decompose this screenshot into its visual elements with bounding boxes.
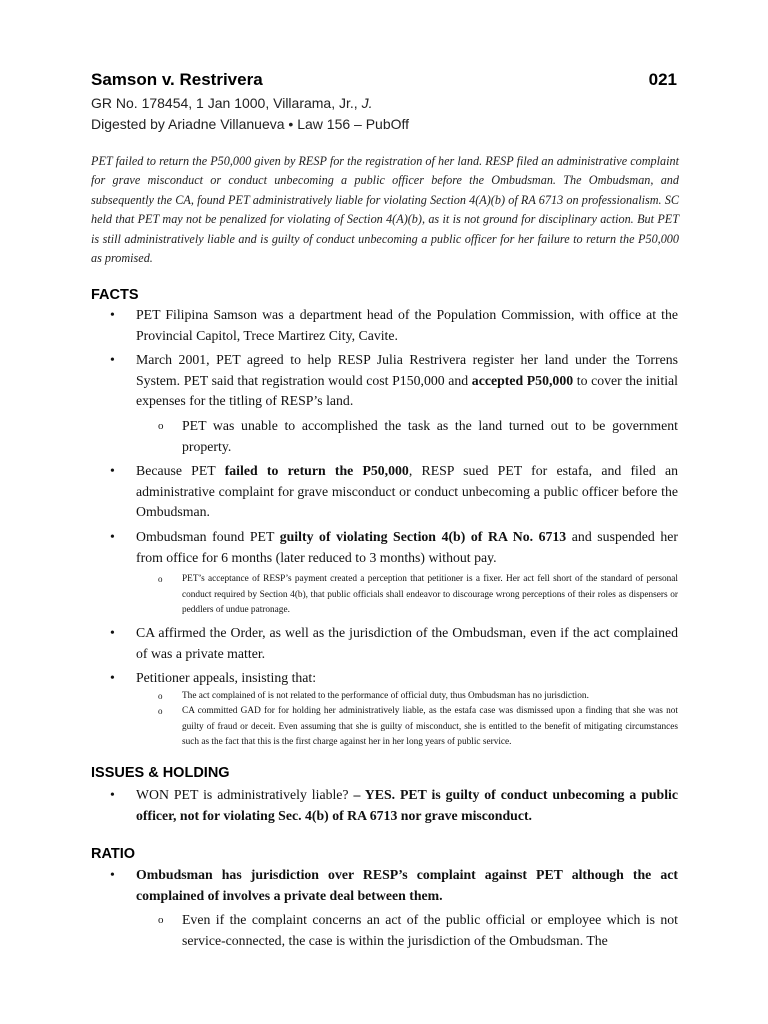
- ratio-heading: RATIO: [91, 846, 136, 862]
- facts-heading: FACTS: [91, 287, 139, 303]
- bullet-marker: •: [110, 352, 115, 368]
- list-item: • Because PET failed to return the P50,000, RESP sued PET for estafa, and filed an administrative complaint for grave misconduct or conduct unbecoming a public officer before the Ombudsman.: [110, 463, 678, 520]
- digest-line: Digested by Ariadne Villanueva • Law 156 – PubOff: [91, 116, 410, 132]
- list-item: • WON PET is administratively liable? – YES. PET is guilty of conduct unbecoming a public officer, not for violating Sec. 4(b) of RA 6713 nor grave misconduct.: [110, 787, 679, 823]
- facts-list: [110, 305, 678, 751]
- list-item: • PET Filipina Samson was a department head of the Population Commission, with office at the Provincial Capitol, Trece Martirez City, Cavite.: [110, 307, 678, 343]
- case-summary: PET failed to return the P50,000 given by RESP for the registration of her land. RESP filed an administrative complaint for grave misconduct or conduct unbecoming a public officer before the Ombudsman. The Ombudsman, and subsequently the CA, found PET administratively liable for violating Section 4(A)(b) of RA 6713 on professionalism. SC held that PET may not be penalized for violating of Section 4(A)(b), as it is not ground for disciplinary action. But PET is still administratively liable and is guilty of conduct unbecoming a public officer for her failure to return the P50,000 as promised.: [91, 154, 679, 266]
- bullet-marker: •: [110, 867, 115, 882]
- issues-heading: ISSUES & HOLDING: [91, 765, 230, 781]
- issues-list: [110, 785, 678, 830]
- citation-justice-suffix: J.: [361, 95, 373, 111]
- bullet-marker: •: [110, 528, 115, 544]
- sub-marker: o: [158, 419, 164, 432]
- sub-list-item: o PET’s acceptance of RESP’s payment created a perception that petitioner is a fixer. Her act fell short of the standard of personal conduct required by Section 4(b), that public officials shall endeavor to discourage wrong perceptions of their roles as dispensers or peddlers of undue patronage.: [158, 574, 678, 616]
- sub-list-item: o CA committed GAD for for holding her administratively liable, as the estafa case was dismissed upon a finding that she was not guilty of fraud or deceit. Even assuming that she is guilty of misconduct, she is entitled to the benefit of mitigating circumstances such as the fact that this is the first charge against her in her long years of public service.: [158, 706, 678, 748]
- sub-list-item: o Even if the complaint concerns an act of the public official or employee which is not service-connected, the case is within the jurisdiction of the Ombudsman. The: [158, 912, 678, 948]
- list-item: • Ombudsman has jurisdiction over RESP’s complaint against PET although the act complained of involves a private deal between them.: [110, 867, 678, 903]
- sub-list-item: o PET was unable to accomplished the task as the land turned out to be government property.: [158, 417, 678, 454]
- citation-line: [91, 95, 372, 111]
- list-item: • Ombudsman found PET guilty of violating Section 4(b) of RA No. 6713 and suspended her from office for 6 months (later reduced to 3 months) without pay.: [110, 528, 678, 565]
- sub-list-item: o The act complained of is not related to the performance of official duty, thus Ombudsman has no jurisdiction.: [158, 689, 678, 705]
- sub-marker: o: [158, 574, 163, 585]
- case-title: Samson v. Restrivera: [91, 70, 263, 89]
- ratio-list: [110, 865, 678, 951]
- bullet-marker: •: [110, 624, 115, 640]
- case-number: 021: [648, 70, 677, 89]
- bullet-marker: •: [110, 787, 115, 802]
- sub-marker: o: [158, 706, 163, 717]
- case-header: [91, 70, 677, 90]
- list-item: • CA affirmed the Order, as well as the jurisdiction of the Ombudsman, even if the act complained of was a private matter.: [110, 624, 678, 661]
- list-item: • Petitioner appeals, insisting that:: [110, 668, 678, 689]
- bullet-marker: •: [110, 670, 115, 686]
- sub-marker: o: [158, 690, 163, 701]
- sub-marker: o: [158, 914, 164, 927]
- bullet-marker: •: [110, 463, 115, 479]
- citation-text: GR No. 178454, 1 Jan 1000, Villarama, Jr.,: [91, 95, 362, 111]
- bullet-marker: •: [110, 307, 115, 322]
- list-item: • March 2001, PET agreed to help RESP Julia Restrivera register her land under the Torrens System. PET said that registration would cost P150,000 and accepted P50,000 to cover the initial expenses for the titling of RESP’s land.: [110, 352, 678, 409]
